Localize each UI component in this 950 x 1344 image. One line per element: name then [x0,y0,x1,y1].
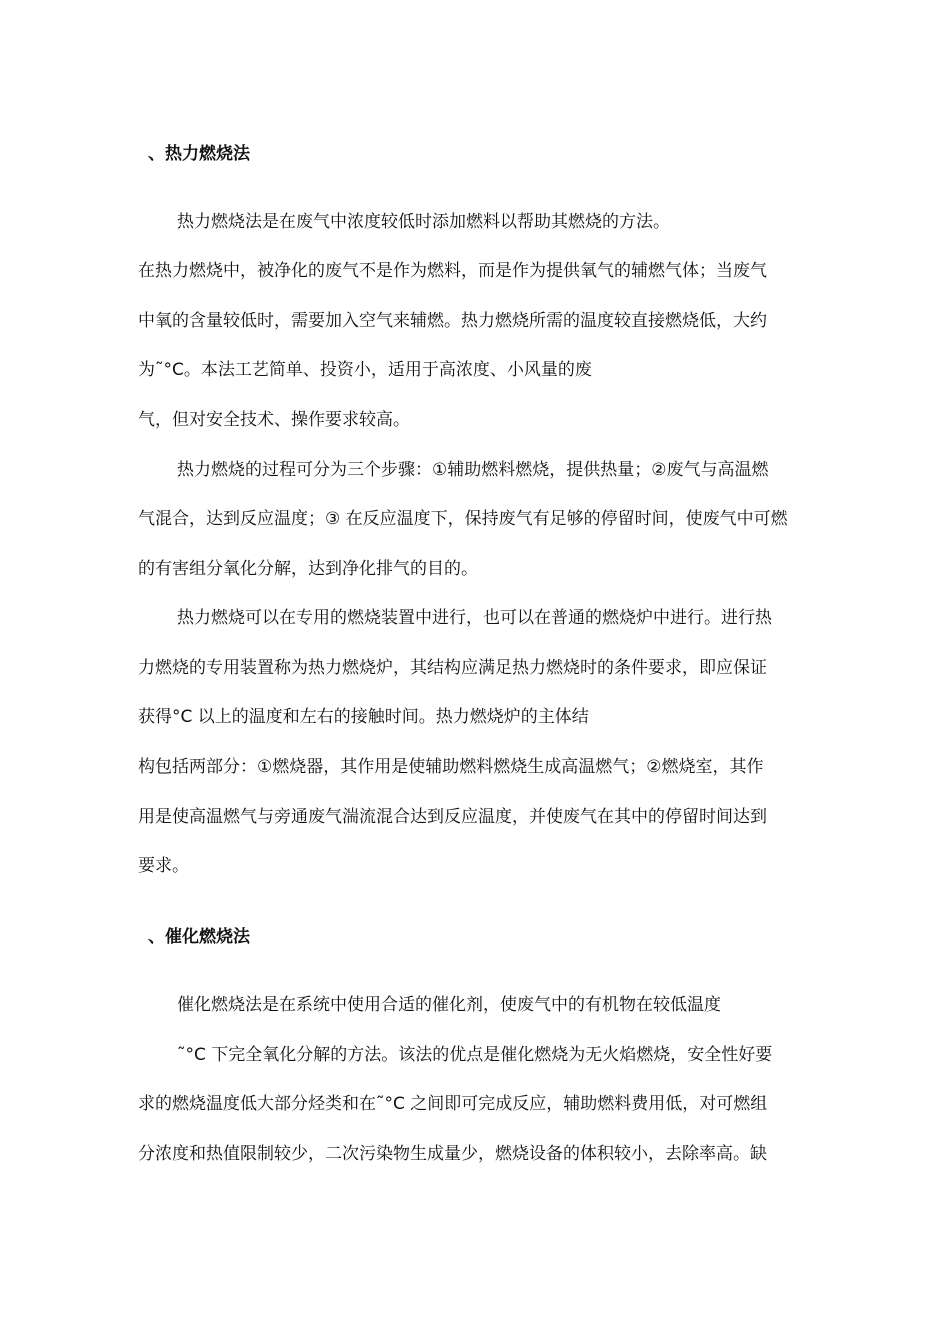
paragraph-line: 求的燃烧温度低大部分烃类和在˜°C 之间即可完成反应，辅助燃料费用低，对可燃组 [138,1094,768,1114]
paragraph-line: 获得°C 以上的温度和左右的接触时间。热力燃烧炉的主体结 [138,707,589,727]
paragraph-line: 分浓度和热值限制较少，二次污染物生成量少，燃烧设备的体积较小，去除率高。缺 [138,1144,767,1164]
paragraph-line: 气混合，达到反应温度；③ 在反应温度下，保持废气有足够的停留时间，使废气中可燃 [138,509,788,529]
paragraph-line: 要求。 [138,856,189,876]
paragraph-line: 中氧的含量较低时，需要加入空气来辅燃。热力燃烧所需的温度较直接燃烧低，大约 [138,311,767,331]
paragraph-line: 的有害组分氧化分解，达到净化排气的目的。 [138,559,478,579]
paragraph-line: 气，但对安全技术、操作要求较高。 [138,410,410,430]
paragraph-line: 在热力燃烧中，被净化的废气不是作为燃料，而是作为提供氧气的辅燃气体；当废气 [138,261,767,281]
paragraph-line: 催化燃烧法是在系统中使用合适的催化剂，使废气中的有机物在较低温度 [177,995,721,1015]
section-heading-thermal: 、热力燃烧法 [148,144,250,164]
section-heading-catalytic: 、催化燃烧法 [148,927,250,947]
paragraph-line: 热力燃烧可以在专用的燃烧装置中进行，也可以在普通的燃烧炉中进行。进行热 [177,608,772,628]
paragraph-line: ˜°C 下完全氧化分解的方法。该法的优点是催化燃烧为无火焰燃烧，安全性好要 [177,1045,773,1065]
paragraph-line: 热力燃烧的过程可分为三个步骤：①辅助燃料燃烧，提供热量；②废气与高温燃 [177,460,769,480]
paragraph-line: 构包括两部分：①燃烧器，其作用是使辅助燃料燃烧生成高温燃气；②燃烧室，其作 [138,757,764,777]
paragraph-line: 用是使高温燃气与旁通废气湍流混合达到反应温度，并使废气在其中的停留时间达到 [138,807,767,827]
paragraph-line: 热力燃烧法是在废气中浓度较低时添加燃料以帮助其燃烧的方法。 [177,212,670,232]
paragraph-line: 为˜°C。本法工艺简单、投资小，适用于高浓度、小风量的废 [138,360,592,380]
paragraph-line: 力燃烧的专用装置称为热力燃烧炉，其结构应满足热力燃烧时的条件要求，即应保证 [138,658,767,678]
